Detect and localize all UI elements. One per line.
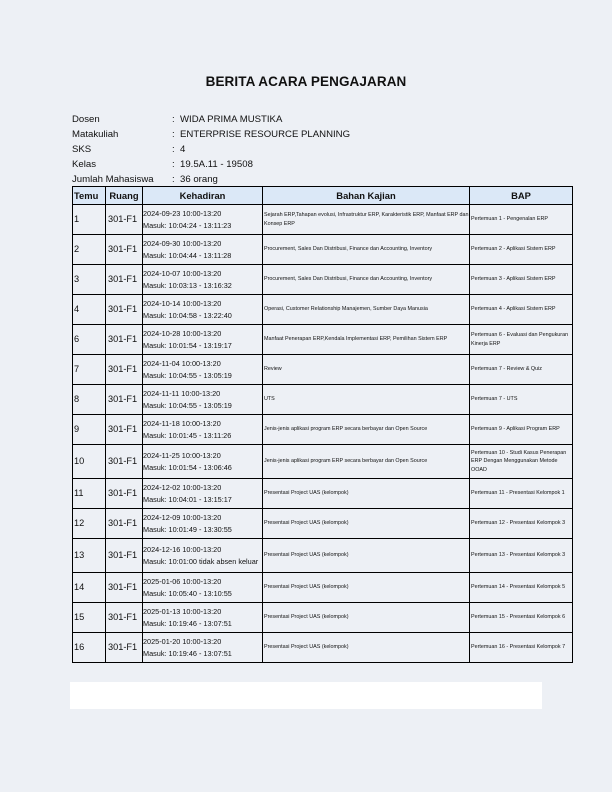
bahan-kajian-cell: Presentasi Project UAS (kelompok) [263,573,470,603]
info-value: 4 [180,144,186,155]
bahan-kajian-cell: UTS [263,385,470,415]
bahan-kajian-cell: Presentasi Project UAS (kelompok) [263,509,470,539]
bahan-kajian-cell: Operasi, Customer Relationship Manajemen, Sumber Daya Manusia [263,295,470,325]
temu-cell: 1 [73,205,106,235]
jadwal-text: 2024-09-23 10:00-13:20 [143,209,222,219]
bahan-kajian-cell: Procurement, Sales Dan Distribusi, Finance dan Accounting, Inventory [263,265,470,295]
masuk-text: Masuk: 10:19:46 - 13:07:51 [143,618,232,628]
ruang-cell: 301-F1 [106,633,143,663]
ruang-cell: 301-F1 [106,295,143,325]
table-row [73,509,573,539]
ruang-cell: 301-F1 [106,603,143,633]
masuk-text: Masuk: 10:04:58 - 13:22:40 [143,310,232,320]
header-ruang: Ruang [106,187,143,205]
masuk-text: Masuk: 10:01:49 - 13:30:55 [143,524,232,534]
ruang-cell: 301-F1 [106,265,143,295]
kehadiran-cell [143,385,263,415]
table-row [73,633,573,663]
ruang-cell: 301-F1 [106,385,143,415]
header-bap: BAP [470,187,573,205]
jadwal-text: 2024-12-02 10:00-13:20 [143,483,222,493]
bap-cell: Pertemuan 10 - Studi Kasus Penerapan ERP Dengan Menggunakan Metode OOAD [470,445,573,479]
attendance-table [72,186,573,663]
ruang-cell: 301-F1 [106,445,143,479]
info-row-kelas: Kelas : 19.5A.11 - 19508 [72,159,253,170]
ruang-cell: 301-F1 [106,355,143,385]
masuk-text: Masuk: 10:04:55 - 13:05:19 [143,400,232,410]
temu-cell: 14 [73,573,106,603]
masuk-text: Masuk: 10:19:46 - 13:07:51 [143,648,232,658]
info-label: Dosen [72,114,100,125]
bahan-kajian-cell: Jenis-jenis aplikasi program ERP secara berbayar dan Open Source [263,445,470,479]
table-row [73,603,573,633]
kehadiran-cell [143,265,263,295]
bahan-kajian-cell: Presentasi Project UAS (kelompok) [263,603,470,633]
jadwal-text: 2024-10-14 10:00-13:20 [143,299,222,309]
masuk-text: Masuk: 10:04:24 - 13:11:23 [143,220,232,230]
masuk-text: Masuk: 10:04:55 - 13:05:19 [143,370,232,380]
info-label: Jumlah Mahasiswa [72,174,154,185]
bap-cell: Pertemuan 13 - Presentasi Kelompok 3 [470,539,573,573]
bap-cell: Pertemuan 9 - Aplikasi Program ERP [470,415,573,445]
table-header-row [73,187,573,205]
course-info [72,112,350,187]
table-row [73,295,573,325]
info-label: SKS [72,144,92,155]
bahan-kajian-cell: Procurement, Sales Dan Distribusi, Finance dan Accounting, Inventory [263,235,470,265]
bap-cell: Pertemuan 15 - Presentasi Kelompok 6 [470,603,573,633]
info-value: WIDA PRIMA MUSTIKA [180,114,283,125]
masuk-text: Masuk: 10:01:00 tidak absen keluar [143,556,259,566]
kehadiran-cell [143,235,263,265]
temu-cell: 16 [73,633,106,663]
kehadiran-cell [143,295,263,325]
jadwal-text: 2024-09-30 10:00-13:20 [143,239,222,249]
jadwal-text: 2025-01-06 10:00-13:20 [143,577,222,587]
bahan-kajian-cell: Manfaat Penerapan ERP,Kendala Implementasi ERP, Pemilihan Sistem ERP [263,325,470,355]
jadwal-text: 2024-12-09 10:00-13:20 [143,513,222,523]
info-label: Matakuliah [72,129,119,140]
jadwal-text: 2024-10-07 10:00-13:20 [143,269,222,279]
temu-cell: 3 [73,265,106,295]
temu-cell: 8 [73,385,106,415]
table-row [73,479,573,509]
info-row-sks: SKS : 4 [72,144,186,155]
table-row [73,235,573,265]
bap-cell: Pertemuan 1 - Pengenalan ERP [470,205,573,235]
info-label: Kelas [72,159,96,170]
table-row [73,355,573,385]
kehadiran-cell [143,355,263,385]
table-row [73,265,573,295]
temu-cell: 15 [73,603,106,633]
table-row [73,573,573,603]
bahan-kajian-cell: Presentasi Project UAS (kelompok) [263,539,470,573]
ruang-cell: 301-F1 [106,479,143,509]
header-kehadiran: Kehadiran [143,187,263,205]
temu-cell: 12 [73,509,106,539]
ruang-cell: 301-F1 [106,539,143,573]
temu-cell: 9 [73,415,106,445]
ruang-cell: 301-F1 [106,325,143,355]
kehadiran-cell [143,205,263,235]
bap-cell: Pertemuan 14 - Presentasi Kelompok 5 [470,573,573,603]
info-value: 36 orang [180,174,218,185]
bahan-kajian-cell: Sejarah ERP,Tahapan evolusi, Infrastruktur ERP, Karakteristik ERP, Manfaat ERP dan Konsep ERP [263,205,470,235]
temu-cell: 10 [73,445,106,479]
ruang-cell: 301-F1 [106,235,143,265]
bahan-kajian-cell: Presentasi Project UAS (kelompok) [263,633,470,663]
page-title: BERITA ACARA PENGAJARAN [205,74,407,89]
masuk-text: Masuk: 10:05:40 - 13:10:55 [143,588,232,598]
header-temu: Temu [73,187,106,205]
ruang-cell: 301-F1 [106,509,143,539]
kehadiran-cell [143,573,263,603]
bap-cell: Pertemuan 11 - Presentasi Kelompok 1 [470,479,573,509]
temu-cell: 7 [73,355,106,385]
jadwal-text: 2024-10-28 10:00-13:20 [143,329,222,339]
jadwal-text: 2024-11-04 10:00-13:20 [143,359,221,369]
jadwal-text: 2025-01-20 10:00-13:20 [143,637,222,647]
masuk-text: Masuk: 10:01:54 - 13:19:17 [143,340,232,350]
bahan-kajian-cell: Jenis-jenis aplikasi program ERP secara berbayar dan Open Source [263,415,470,445]
info-value: 19.5A.11 - 19508 [180,159,253,170]
masuk-text: Masuk: 10:01:45 - 13:11:26 [143,430,232,440]
ruang-cell: 301-F1 [106,205,143,235]
bap-cell: Pertemuan 7 - UTS [470,385,573,415]
table-row [73,445,573,479]
masuk-text: Masuk: 10:04:44 - 13:11:28 [143,250,232,260]
table-row [73,385,573,415]
masuk-text: Masuk: 10:01:54 - 13:06:46 [143,462,232,472]
kehadiran-cell [143,633,263,663]
footer-box [70,682,542,709]
jadwal-text: 2025-01-13 10:00-13:20 [143,607,222,617]
bap-cell: Pertemuan 7 - Review & Quiz [470,355,573,385]
header-bahan-kajian: Bahan Kajian [263,187,470,205]
kehadiran-cell [143,479,263,509]
table-row [73,325,573,355]
kehadiran-cell [143,445,263,479]
bahan-kajian-cell: Review [263,355,470,385]
info-row-matakuliah: Matakuliah : ENTERPRISE RESOURCE PLANNING [72,129,351,140]
kehadiran-cell [143,509,263,539]
jadwal-text: 2024-11-18 10:00-13:20 [143,419,221,429]
bap-cell: Pertemuan 16 - Presentasi Kelompok 7 [470,633,573,663]
kehadiran-cell [143,539,263,573]
temu-cell: 11 [73,479,106,509]
jadwal-text: 2024-11-25 10:00-13:20 [143,451,221,461]
masuk-text: Masuk: 10:03:13 - 13:16:32 [143,280,232,290]
temu-cell: 2 [73,235,106,265]
bap-cell: Pertemuan 2 - Aplikasi Sistem ERP [470,235,573,265]
masuk-text: Masuk: 10:04:01 - 13:15:17 [143,494,232,504]
info-row-jumlah-mahasiswa: Jumlah Mahasiswa : 36 orang [72,174,218,185]
info-row-dosen: Dosen : WIDA PRIMA MUSTIKA [72,114,283,125]
temu-cell: 6 [73,325,106,355]
table-row [73,205,573,235]
bap-cell: Pertemuan 3 - Aplikasi Sistem ERP [470,265,573,295]
bahan-kajian-cell: Presentasi Project UAS (kelompok) [263,479,470,509]
jadwal-text: 2024-12-16 10:00-13:20 [143,545,222,555]
kehadiran-cell [143,325,263,355]
kehadiran-cell [143,603,263,633]
table-row [73,415,573,445]
kehadiran-cell [143,415,263,445]
bap-cell: Pertemuan 12 - Presentasi Kelompok 3 [470,509,573,539]
bap-cell: Pertemuan 6 - Evaluasi dan Pengukuran Kinerja ERP [470,325,573,355]
info-value: ENTERPRISE RESOURCE PLANNING [180,129,351,140]
temu-cell: 13 [73,539,106,573]
bap-cell: Pertemuan 4 - Aplikasi Sistem ERP [470,295,573,325]
ruang-cell: 301-F1 [106,573,143,603]
ruang-cell: 301-F1 [106,415,143,445]
jadwal-text: 2024-11-11 10:00-13:20 [143,389,221,399]
temu-cell: 4 [73,295,106,325]
table-row [73,539,573,573]
